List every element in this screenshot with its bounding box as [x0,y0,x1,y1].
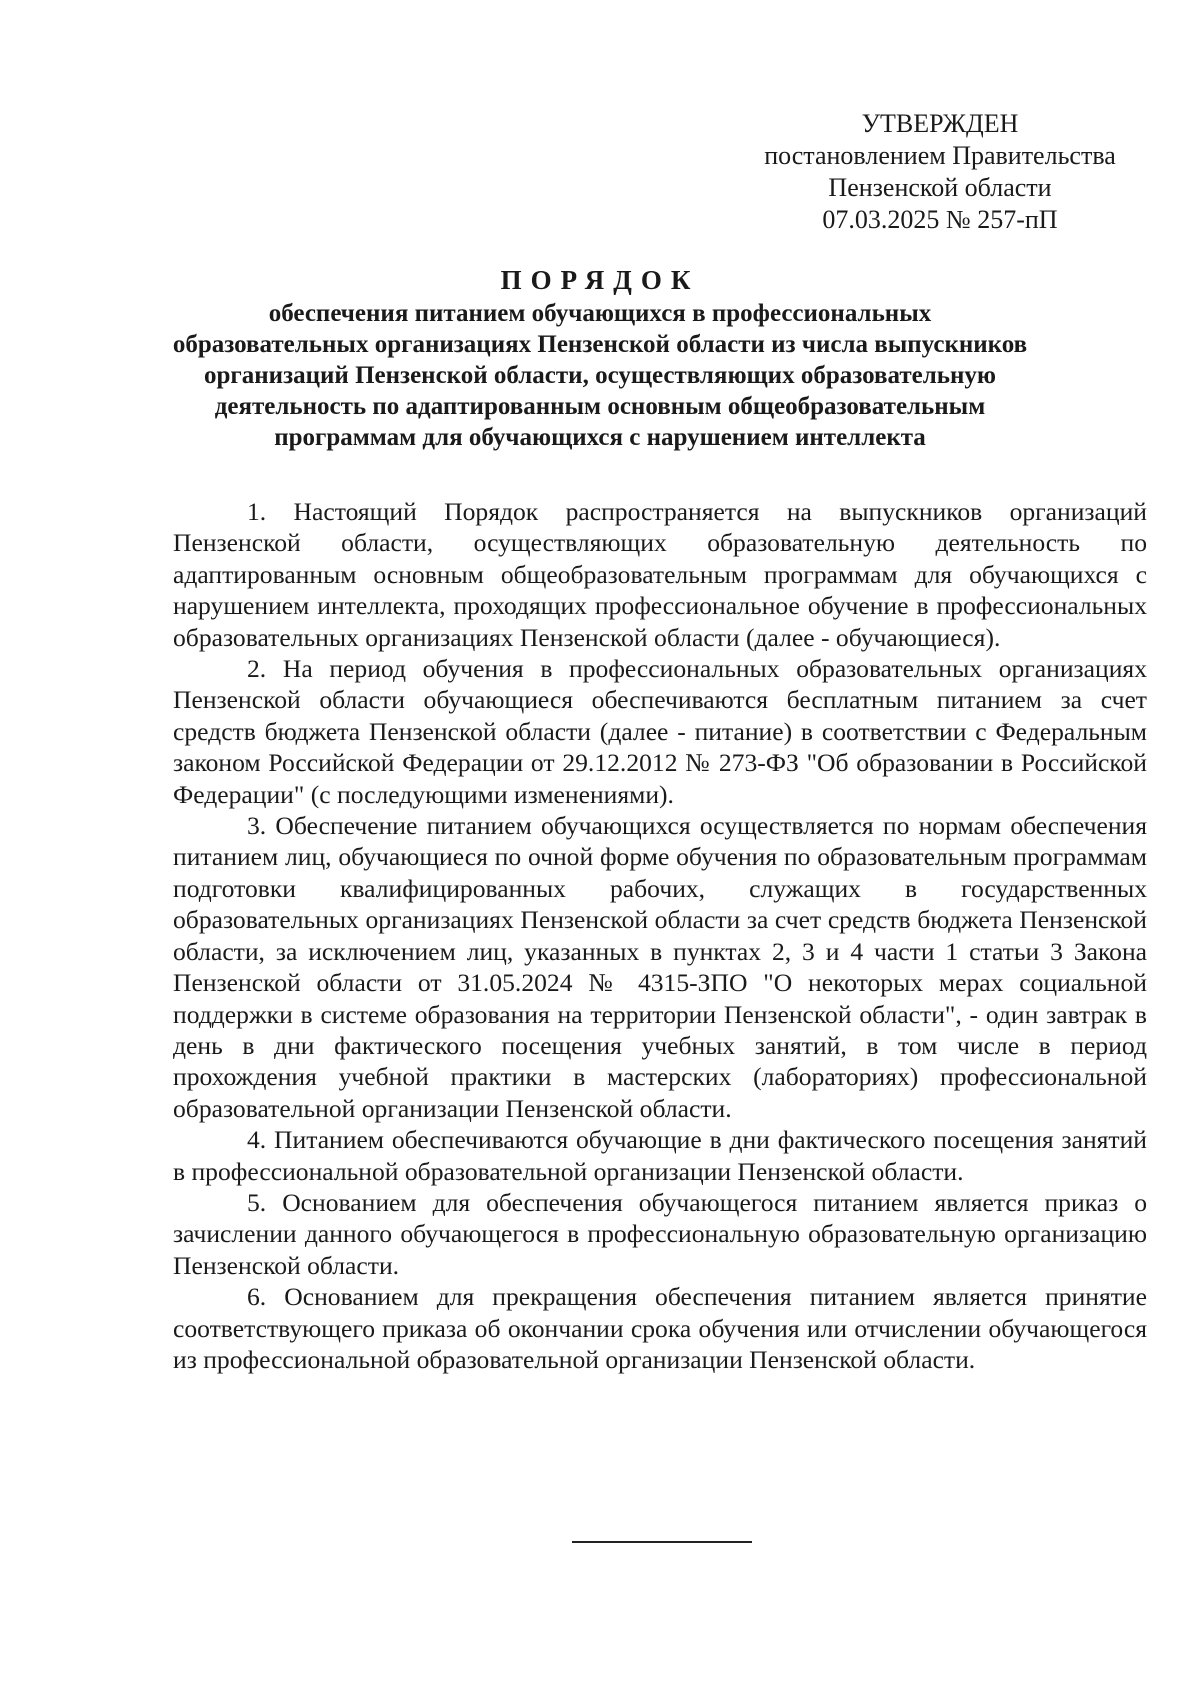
paragraph-1: 1. Настоящий Порядок распространяется на выпускников организаций Пензенской области, осуществляющих образовательную деятельность по адаптированным основным общеобразовательным программам для обучающихся с нарушением интеллекта, проходящих профессиональное обучение в профессиональных образовательных организациях Пензенской области (далее - обучающиеся). [173,497,1147,652]
approval-date-number: 07.03.2025 № 257-пП [822,205,1058,234]
closing-separator-line [572,1541,752,1543]
paragraph-5: 5. Основанием для обеспечения обучающегося питанием является приказ о зачислении данного обучающегося в профессиональную образовательную организацию Пензенской области. [173,1187,1147,1280]
approval-authority: постановлением Правительства [764,141,1116,170]
paragraph-4: 4. Питанием обеспечиваются обучающие в дни фактического посещения занятий в профессиональной образовательной организации Пензенской области. [173,1125,1147,1186]
approval-heading: УТВЕРЖДЕН [861,109,1019,138]
subtitle-line: программам для обучающихся с нарушением интеллекта [274,424,926,451]
subtitle-line: организаций Пензенской области, осуществляющих образовательную [204,362,996,389]
subtitle-line: деятельность по адаптированным основным общеобразовательным [214,393,986,420]
document-title: ПОРЯДОК [500,265,700,295]
paragraph-2: 2. На период обучения в профессиональных образовательных организациях Пензенской области обучающиеся обеспечиваются бесплатным питанием за счет средств бюджета Пензенской области (далее - питание) в соответствии с Федеральным законом Российской Федерации от 29.12.2012 № 273-ФЗ "Об образовании в Российской Федерации" (с последующими изменениями). [173,654,1147,809]
approval-region: Пензенской области [828,173,1052,202]
paragraph-6: 6. Основанием для прекращения обеспечения питанием является принятие соответствующего приказа об окончании срока обучения или отчислении обучающегося из профессиональной образовательной организации Пензенской области. [173,1282,1147,1374]
approval-stamp [740,108,1140,236]
subtitle-line: образовательных организациях Пензенской области из числа выпускников [172,331,1028,358]
paragraph-3: 3. Обеспечение питанием обучающихся осуществляется по нормам обеспечения питанием лиц, обучающиеся по очной форме обучения по образовательным программам подготовки квалифицированных рабочих, служащих в государственных образовательных организациях Пензенской области за счет средств бюджета Пензенской области, за исключением лиц, указанных в пунктах 2, 3 и 4 части 1 статьи 3 Закона Пензенской области от 31.05.2024 № 4315-ЗПО "О некоторых мерах социальной поддержки в системе образования на территории Пензенской области", - один завтрак в день в дни фактического посещения учебных занятий, в том числе в период прохождения учебной практики в мастерских (лабораториях) профессиональной образовательной организации Пензенской области. [173,811,1147,1123]
document-subtitle [150,298,1050,453]
subtitle-line: обеспечения питанием обучающихся в профессиональных [268,300,932,327]
document-body [173,496,1147,1375]
document-title-block [150,263,1050,453]
